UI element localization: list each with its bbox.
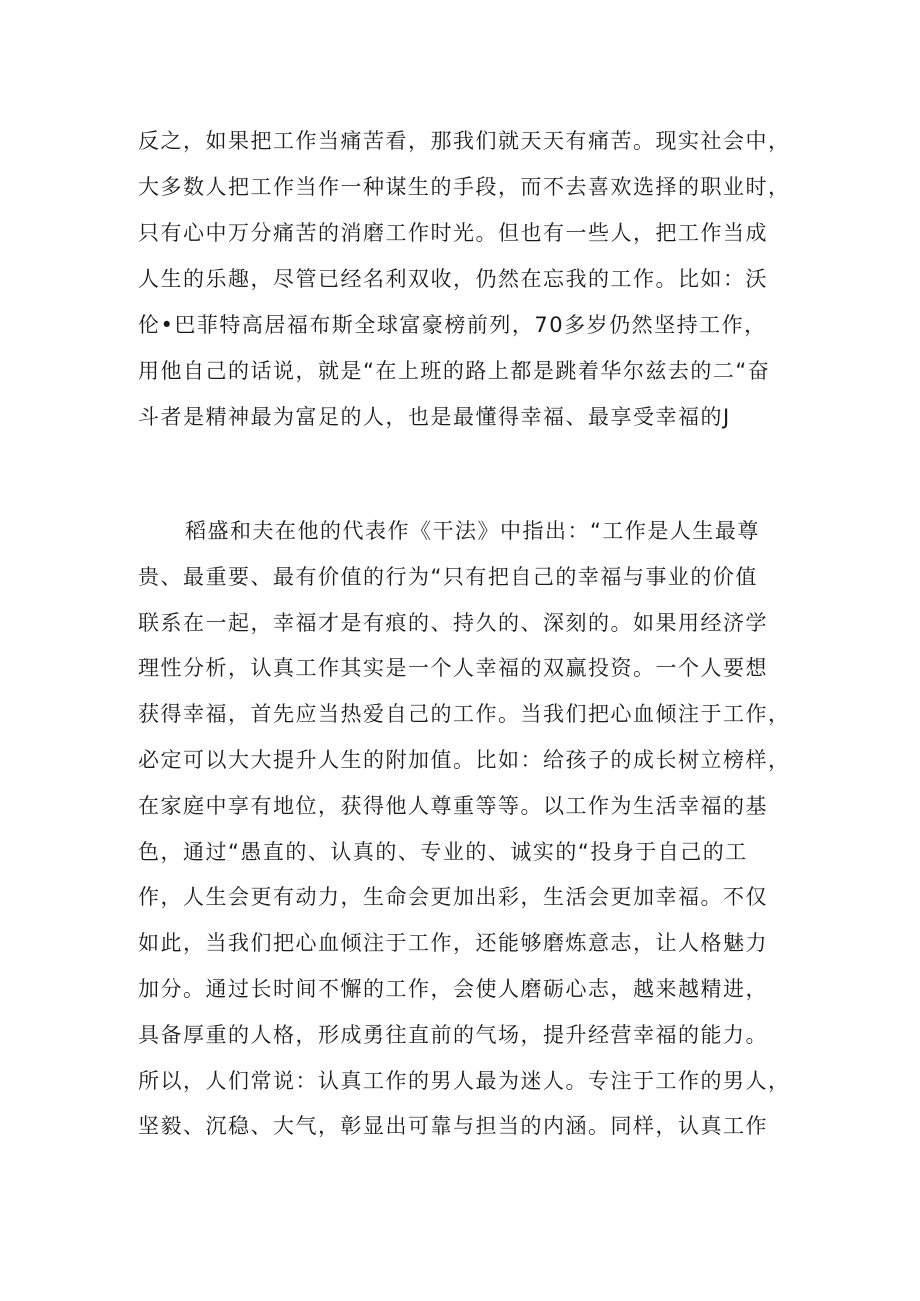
text-line: 人生的乐趣，尽管已经名利双收，仍然在忘我的工作。比如：沃 xyxy=(138,267,768,291)
text-line: 如此，当我们把心血倾注于工作，还能够磨炼意志，让人格魅力 xyxy=(138,931,768,956)
text-line: 必定可以大大提升人生的附加值。比如：给孩子的成长树立榜样， xyxy=(138,747,791,772)
paragraph-1 xyxy=(138,118,818,440)
text-line: 理性分析，认真工作其实是一个人幸福的双赢投资。一个人要想 xyxy=(138,656,768,681)
text-line: 斗者是精神最为富足的人，也是最懂得幸福、最享受幸福的J xyxy=(138,405,731,429)
text-line: 用他自己的话说，就是“在上班的路上都是跳着华尔兹去的二“奋 xyxy=(138,359,771,383)
text-line: 在家庭中享有地位，获得他人尊重等等。以工作为生活幸福的基 xyxy=(138,793,768,818)
text-line: 贵、最重要、最有价值的行为“只有把自己的幸福与事业的价值 xyxy=(138,564,758,589)
text-line: 加分。通过长时间不懈的工作，会使人磨砺心志，越来越精进， xyxy=(138,976,768,1001)
text-line: 具备厚重的人格，形成勇往直前的气场，提升经营幸福的能力。 xyxy=(138,1022,768,1047)
text-line: 色，通过“愚直的、认真的、专业的、诚实的“投身于自己的工 xyxy=(138,839,748,864)
text-line: 坚毅、沉稳、大气，彰显出可靠与担当的内涵。同样，认真工作 xyxy=(138,1114,768,1139)
text-line: 作，人生会更有动力，生命会更加出彩，生活会更加幸福。不仅 xyxy=(138,885,768,910)
text-line: 伦•巴菲特高居福布斯全球富豪榜前列，70多岁仍然坚持工作， xyxy=(138,313,767,337)
text-line: 所以，人们常说：认真工作的男人最为迷人。专注于工作的男人， xyxy=(138,1068,791,1093)
text-line: 联系在一起，幸福才是有痕的、持久的、深刻的。如果用经济学 xyxy=(138,610,768,635)
text-line: 大多数人把工作当作一种谋生的手段，而不去喜欢选择的职业时， xyxy=(138,175,791,199)
paragraph-2 xyxy=(138,509,818,1150)
text-line: 获得幸福，首先应当热爱自己的工作。当我们把心血倾注于工作， xyxy=(138,702,791,727)
text-line: 反之，如果把工作当痛苦看，那我们就天天有痛苦。现实社会中， xyxy=(138,129,791,153)
text-line: 稻盛和夫在他的代表作《干法》中指出：“工作是人生最尊 xyxy=(185,519,760,543)
text-line: 只有心中万分痛苦的消磨工作时光。但也有一些人，把工作当成 xyxy=(138,221,768,245)
